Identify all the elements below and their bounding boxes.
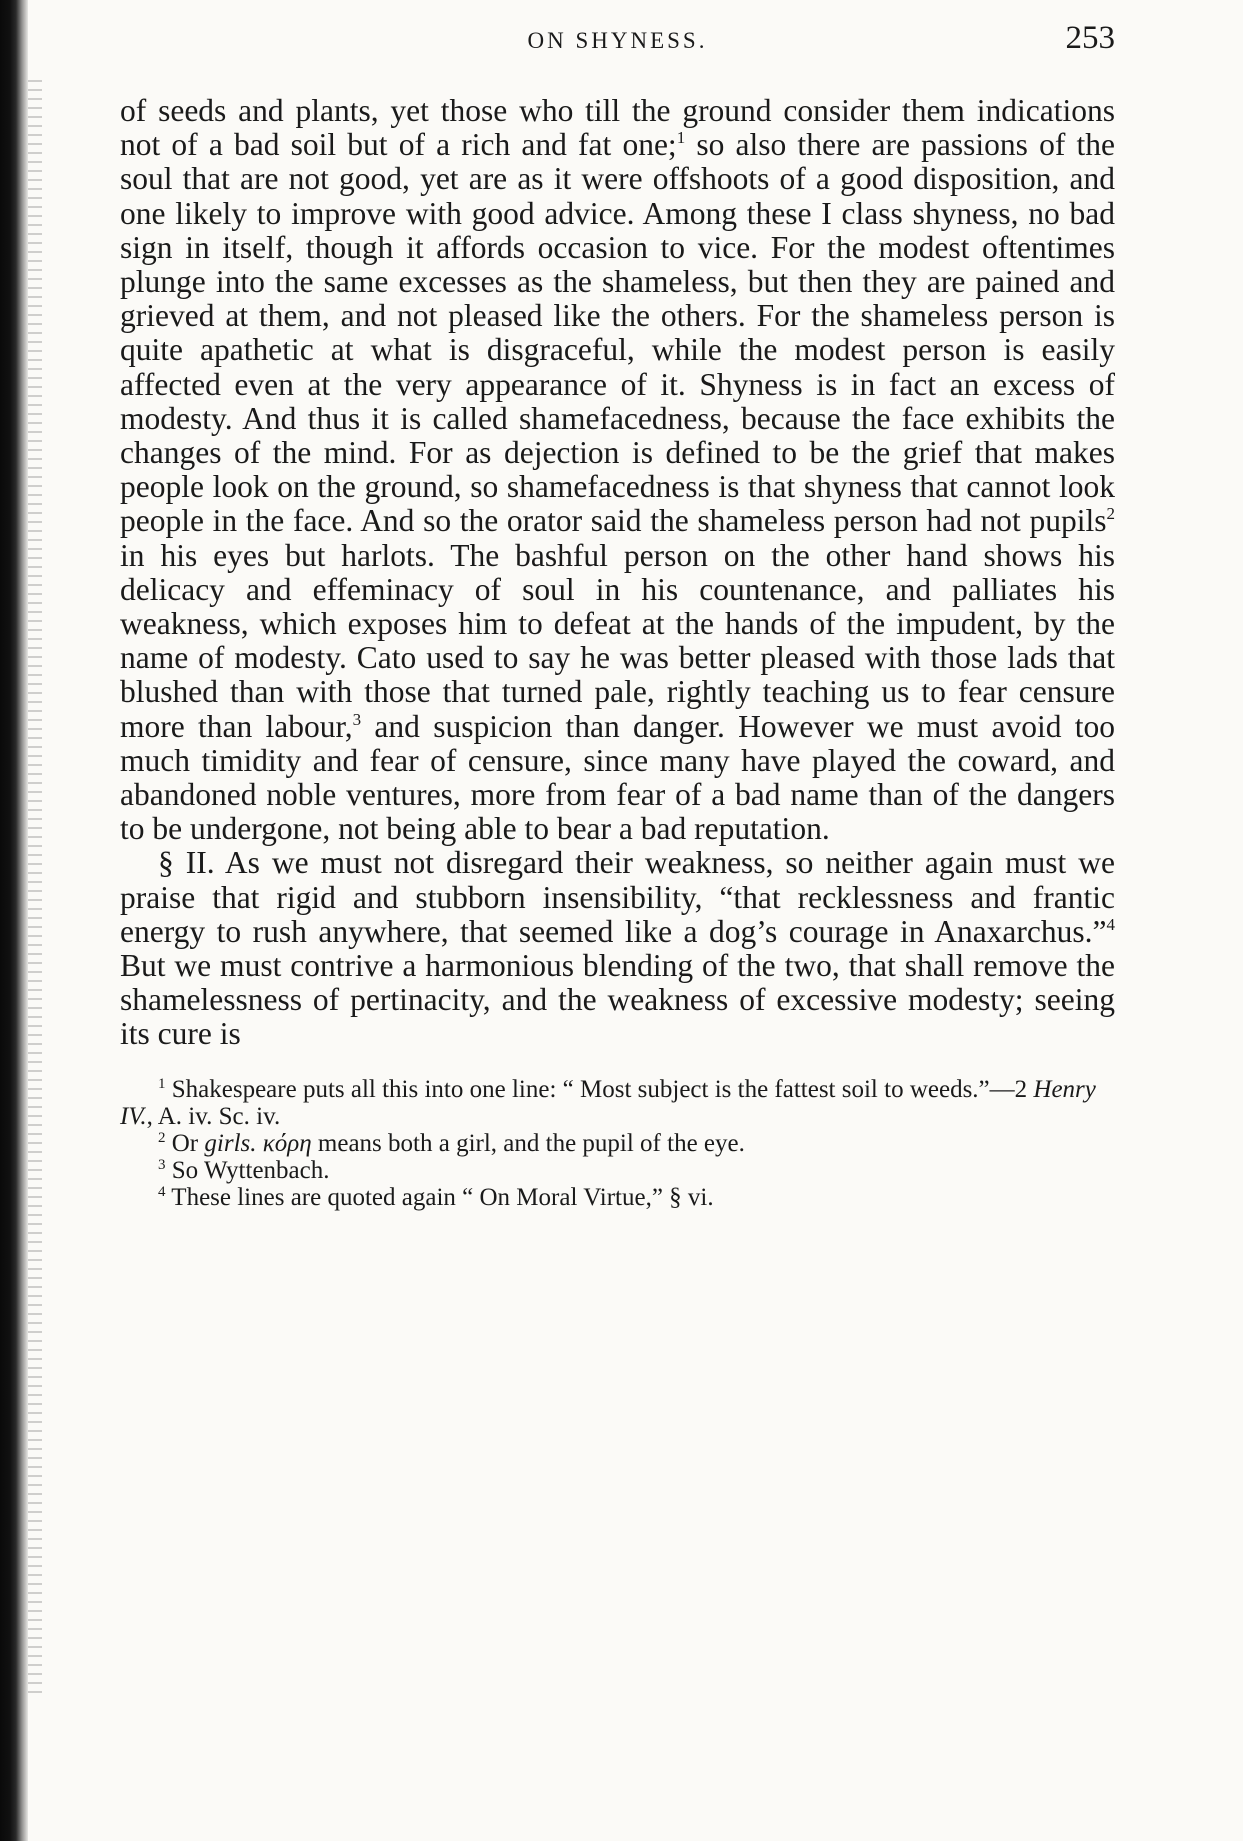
- footnote-marker: 4: [158, 1183, 166, 1200]
- body-text: [120, 94, 1115, 1052]
- footnote-greek-text: κόρη: [262, 1129, 312, 1157]
- footnote-marker: 1: [158, 1075, 166, 1092]
- paragraph-continued: [120, 94, 1115, 846]
- footnote-2: [120, 1130, 1115, 1157]
- binding-gutter-shadow: [0, 0, 28, 1841]
- footnote-reference: 3: [352, 709, 362, 729]
- footnote-text: These lines are quoted again “ On Moral Virtue,” § vi.: [165, 1183, 714, 1211]
- footnote-text: , A. iv. Sc. iv.: [146, 1102, 281, 1130]
- footnote-marker: 2: [158, 1129, 166, 1146]
- paragraph-text: and suspicion than danger. However we must avoid too much timidity and fear of censure, since many have played the coward, and abandoned noble ventures, more from fear of a bad name than of the dangers to be undergone, not being able to bear a bad reputation.: [120, 708, 1116, 847]
- footnote-text: So Wyttenbach.: [165, 1156, 330, 1184]
- paragraph-text: But we must contrive a harmonious blending of the two, that shall remove the shamelessness of pertinacity, and the weakness of excessive modesty; seeing its cure is: [120, 948, 1115, 1052]
- footnote-text: Or: [165, 1129, 205, 1157]
- footnote-text: means both a girl, and the pupil of the eye.: [311, 1129, 745, 1157]
- paragraph-text: As we must not disregard their weakness, so neither again must we praise that rigid and stubborn insensibility, “that recklessness and frantic energy to rush anywhere, that seemed like a dog’s courage in Anaxarchus.”: [120, 845, 1115, 949]
- footnote-text: Shakespeare puts all this into one line: “ Most subject is the fattest soil to weeds.”—2: [165, 1075, 1034, 1103]
- running-head: [120, 18, 1115, 64]
- paragraph-text: so also there are passions of the soul that are not good, yet are as it were offshoots of a good disposition, and one likely to improve with good advice. Among these I class shyness, no bad sign in itself, though it affords occasion to vice. For the modest oftentimes plunge into the same excesses as the shameless, but then they are pained and grieved at them, and not pleased like the others. For the shameless person is quite apathetic at what is disgraceful, while the modest person is easily affected even at the very appearance of it. Shyness is in fact an excess of modesty. And thus it is called shamefacedness, because the face exhibits the changes of the mind. For as dejection is defined to be the grief that makes people look on the ground, so shamefacedness is that shyness that cannot look people in the face. And so the orator said the shameless person had not pupils: [120, 127, 1115, 539]
- footnote-4: [120, 1184, 1115, 1211]
- footnote-italic-text: Henry IV.: [120, 1075, 1096, 1130]
- book-page: [120, 18, 1115, 1211]
- footnote-3: [120, 1157, 1115, 1184]
- footnote-italic-text: girls.: [204, 1129, 257, 1157]
- binding-gutter-speckle: [28, 80, 42, 1700]
- footnote-marker: 3: [158, 1156, 166, 1173]
- footnote-reference: 4: [1106, 914, 1115, 934]
- section-mark: § II.: [158, 845, 215, 881]
- footnotes: [120, 1076, 1115, 1211]
- footnote-1: [120, 1076, 1115, 1130]
- footnote-reference: 2: [1106, 504, 1115, 524]
- paragraph-text: in his eyes but harlots. The bashful person on the other hand shows his delicacy and effeminacy of soul in his countenance, and palliates his weakness, which exposes him to defeat at the hands of the impudent, by the name of modesty. Cato used to say he was better pleased with those lads that blushed than with those that turned pale, rightly teaching us to fear censure more than labour,: [120, 537, 1115, 744]
- running-title: ON SHYNESS.: [527, 28, 708, 53]
- paragraph-text: of seeds and plants, yet those who till the ground consider them indications not of a bad soil but of a rich and fat one;: [120, 93, 1115, 163]
- paragraph-section-ii: [120, 846, 1115, 1051]
- footnote-reference: 1: [676, 128, 686, 148]
- page-number: 253: [1065, 20, 1115, 56]
